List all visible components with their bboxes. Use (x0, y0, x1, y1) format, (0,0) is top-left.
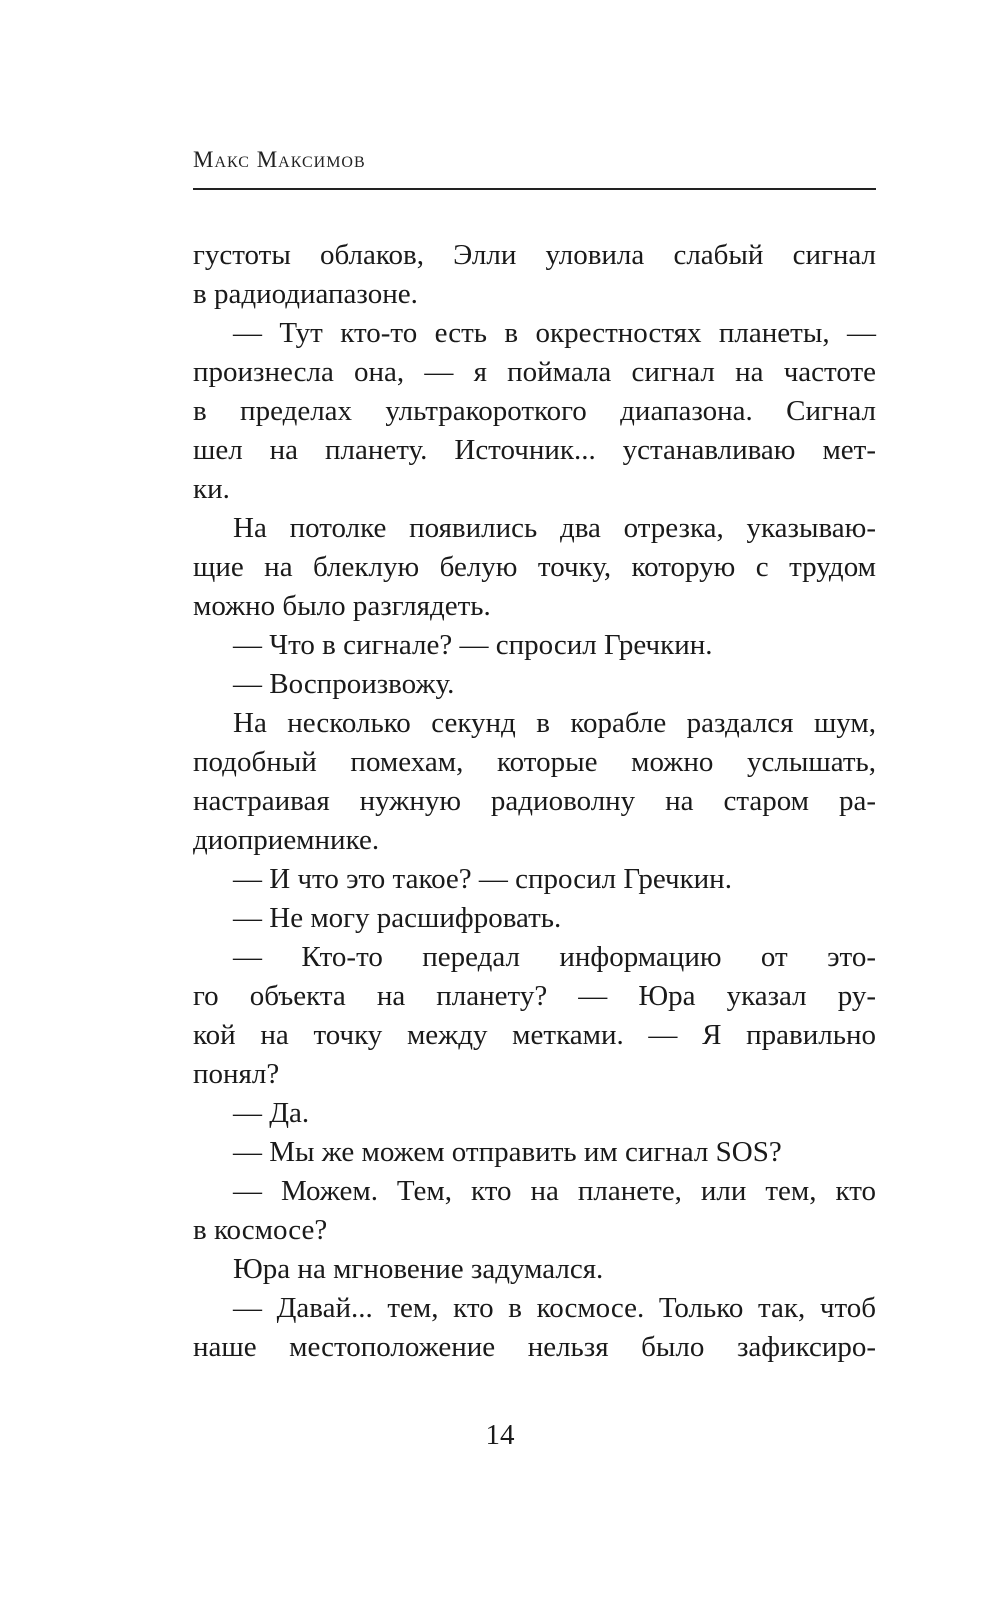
text-line: — Не могу расшифровать. (233, 902, 562, 934)
text-line: настраивая нужную радиоволну на старом ра- (193, 785, 876, 817)
text-line: кой на точку между метками. — Я правильно (193, 1019, 876, 1051)
text-line: в радиодиапазоне. (193, 278, 418, 310)
running-head-author: Макс Максимов (193, 147, 366, 172)
text-line: диоприемнике. (193, 824, 380, 856)
body-text (193, 236, 876, 1367)
text-line: подобный помехам, которые можно услышать, (193, 746, 876, 778)
text-line: На несколько секунд в корабле раздался шум, (233, 707, 876, 739)
header-rule (193, 188, 876, 190)
text-line: в пределах ультракороткого диапазона. Сигнал (193, 395, 876, 427)
text-line: произнесла она, — я поймала сигнал на частоте (193, 356, 876, 388)
text-line: — И что это такое? — спросил Гречкин. (233, 863, 732, 895)
page-number: 14 (485, 1419, 515, 1451)
text-line: — Давай... тем, кто в космосе. Только так, чтоб (233, 1292, 876, 1324)
text-line: наше местоположение нельзя было зафиксиро- (193, 1331, 876, 1363)
text-line: Юра на мгновение задумался. (233, 1253, 604, 1285)
text-line: понял? (193, 1058, 280, 1090)
text-line: — Тут кто-то есть в окрестностях планеты, — (233, 317, 876, 349)
text-line: — Да. (233, 1097, 310, 1129)
text-line: — Воспроизвожу. (233, 668, 455, 700)
text-line: густоты облаков, Элли уловила слабый сигнал (193, 239, 876, 271)
text-line: — Кто-то передал информацию от это- (233, 941, 876, 973)
text-line: можно было разглядеть. (193, 590, 491, 622)
text-line: — Мы же можем отправить им сигнал SOS? (233, 1136, 782, 1168)
text-line: в космосе? (193, 1214, 328, 1246)
text-line: щие на блеклую белую точку, которую с трудом (193, 551, 876, 583)
text-line: — Можем. Тем, кто на планете, или тем, кто (233, 1175, 876, 1207)
text-line: го объекта на планету? — Юра указал ру- (193, 980, 876, 1012)
text-line: На потолке появились два отрезка, указываю- (233, 512, 876, 544)
text-line: шел на планету. Источник... устанавливаю мет- (193, 434, 876, 466)
text-line: ки. (193, 473, 230, 505)
text-line: — Что в сигнале? — спросил Гречкин. (233, 629, 713, 661)
